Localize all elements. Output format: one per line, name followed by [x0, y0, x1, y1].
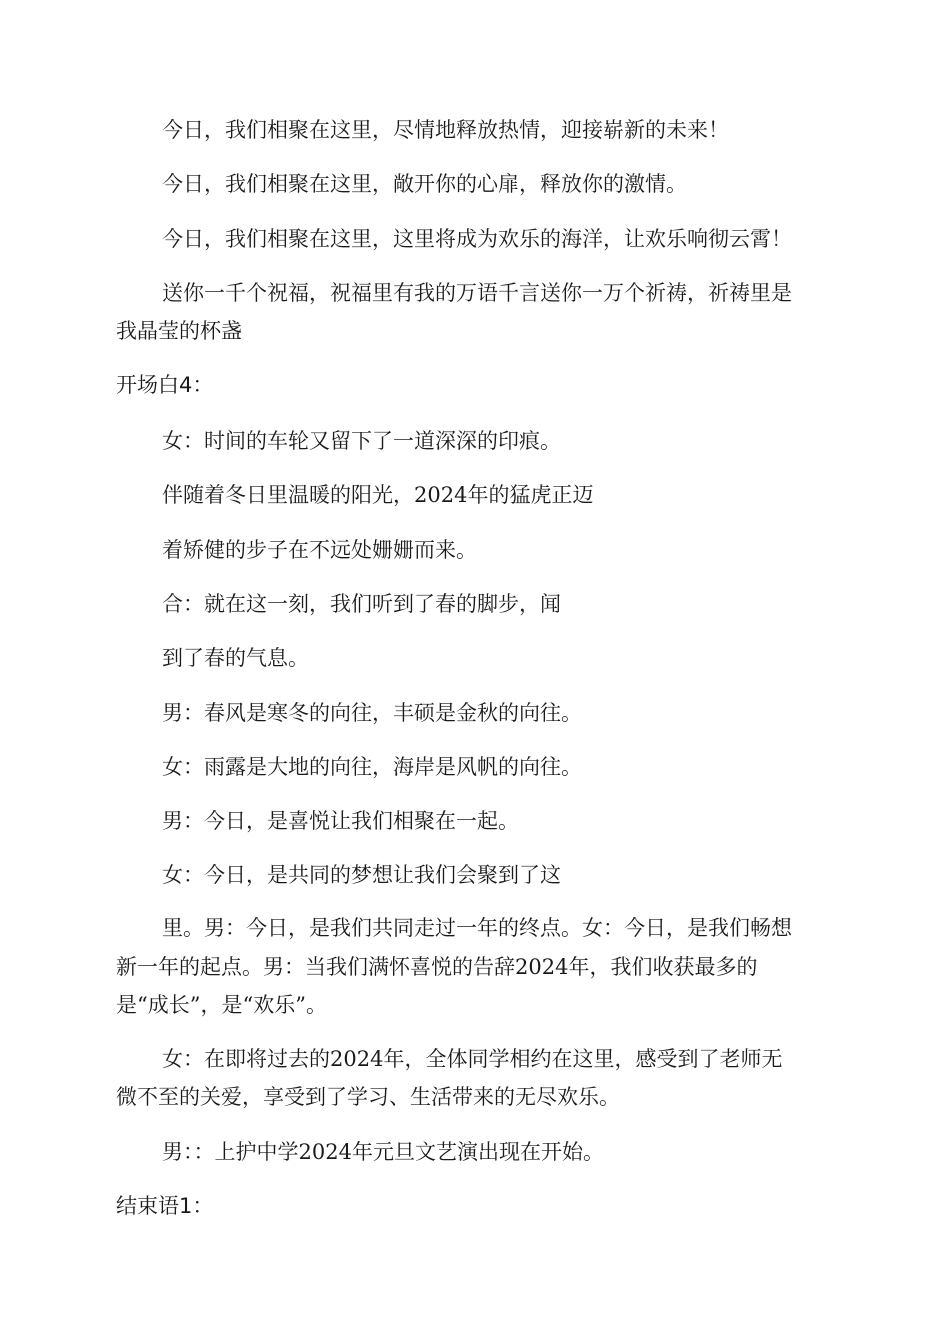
paragraph-line: 我晶莹的杯盏: [116, 319, 242, 343]
paragraph-line: 着矫健的步子在不远处姗姗而来。: [162, 538, 477, 562]
paragraph-line: 男：春风是寒冬的向往，丰硕是金秋的向往。: [162, 701, 582, 725]
paragraph-line: 到了春的气息。: [162, 646, 309, 670]
paragraph-line: 女：在即将过去的2024年，全体同学相约在这里，感受到了老师无: [162, 1047, 783, 1071]
paragraph-line: 微不至的关爱，享受到了学习、生活带来的无尽欢乐。: [116, 1085, 620, 1109]
paragraph-line: 女：今日，是共同的梦想让我们会聚到了这: [162, 863, 561, 887]
section-heading: 开场白4：: [116, 373, 214, 397]
paragraph-line: 今日，我们相聚在这里，敞开你的心扉，释放你的激情。: [162, 172, 687, 196]
paragraph-line: 女：时间的车轮又留下了一道深深的印痕。: [162, 429, 561, 453]
paragraph-line: 今日，我们相聚在这里，尽情地释放热情，迎接崭新的未来！: [162, 118, 729, 142]
paragraph-line: 送你一千个祝福，祝福里有我的万语千言送你一万个祈祷，祈祷里是: [162, 281, 792, 305]
paragraph-line: 男：：上护中学2024年元旦文艺演出现在开始。: [162, 1140, 604, 1164]
paragraph-line: 新一年的起点。男：当我们满怀喜悦的告辞2024年，我们收获最多的: [116, 955, 758, 979]
paragraph-line: 是“成长”，是“欢乐”。: [116, 993, 327, 1017]
paragraph-line: 男：今日，是喜悦让我们相聚在一起。: [162, 809, 519, 833]
paragraph-line: 里。男：今日，是我们共同走过一年的终点。女：今日，是我们畅想: [162, 916, 792, 940]
paragraph-line: 女：雨露是大地的向往，海岸是风帆的向往。: [162, 755, 582, 779]
paragraph-line: 合：就在这一刻，我们听到了春的脚步，闻: [162, 592, 561, 616]
paragraph-line: 今日，我们相聚在这里，这里将成为欢乐的海洋，让欢乐响彻云霄！: [162, 227, 792, 251]
paragraph-line: 伴随着冬日里温暖的阳光，2024年的猛虎正迈: [162, 483, 594, 507]
section-heading: 结束语1：: [116, 1194, 214, 1218]
